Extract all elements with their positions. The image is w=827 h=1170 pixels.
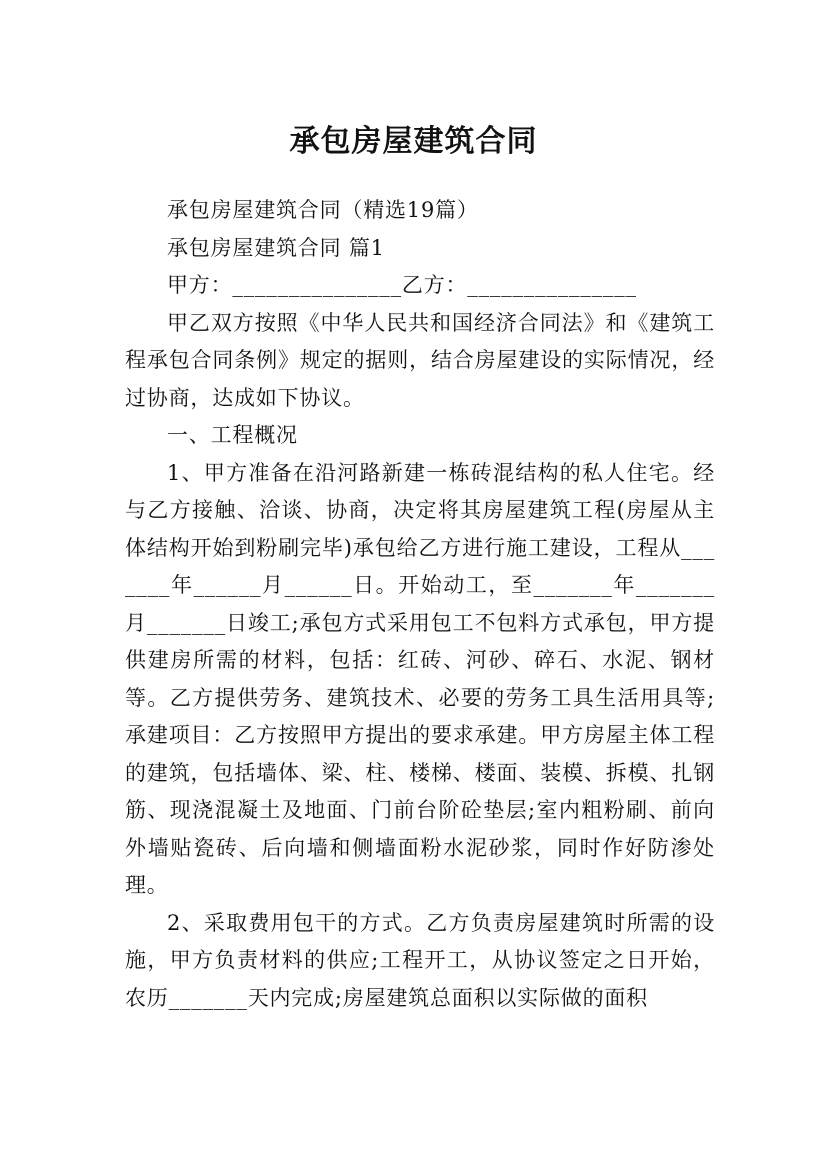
clause-paragraph-1: 1、甲方准备在沿河路新建一栋砖混结构的私人住宅。经与乙方接触、洽谈、协商，决定将其房屋建筑工程(房屋从主体结构开始到粉刷完毕)承包给乙方进行施工建设，工程从_______年______月______日。开始动工，至_______年_______月_______日竣工;承包方式采用包工不包料方式承包，甲方提供建房所需的材料，包括：红砖、河砂、碎石、水泥、钢材等。乙方提供劳务、建筑技术、必要的劳务工具生活用具等;承建项目：乙方按照甲方提出的要求承建。甲方房屋主体工程的建筑，包括墙体、梁、柱、楼梯、楼面、装模、拆模、扎钢筋、现浇混凝土及地面、门前台阶砼垫层;室内粗粉刷、前向外墙贴瓷砖、后向墙和侧墙面粉水泥砂浆，同时作好防渗处理。 bbox=[125, 460, 715, 897]
section-heading: 承包房屋建筑合同 篇1 bbox=[167, 235, 385, 260]
clause-paragraph-2: 2、采取费用包干的方式。乙方负责房屋建筑时所需的设施，甲方负责材料的供应;工程开工，从协议签定之日开始，农历_______天内完成;房屋建筑总面积以实际做的面积 bbox=[125, 910, 715, 1010]
parties-line: 甲方：_______________乙方：_______________ bbox=[167, 273, 637, 297]
subtitle-paragraph: 承包房屋建筑合同（精选19篇） bbox=[167, 198, 479, 222]
intro-paragraph: 甲乙双方按照《中华人民共和国经济合同法》和《建筑工程承包合同条例》规定的据则，结合房屋建设的实际情况，经过协商，达成如下协议。 bbox=[125, 310, 715, 410]
clause-heading: 一、工程概况 bbox=[167, 423, 298, 447]
document-body bbox=[125, 192, 715, 1017]
document-title: 承包房屋建筑合同 bbox=[289, 124, 538, 160]
